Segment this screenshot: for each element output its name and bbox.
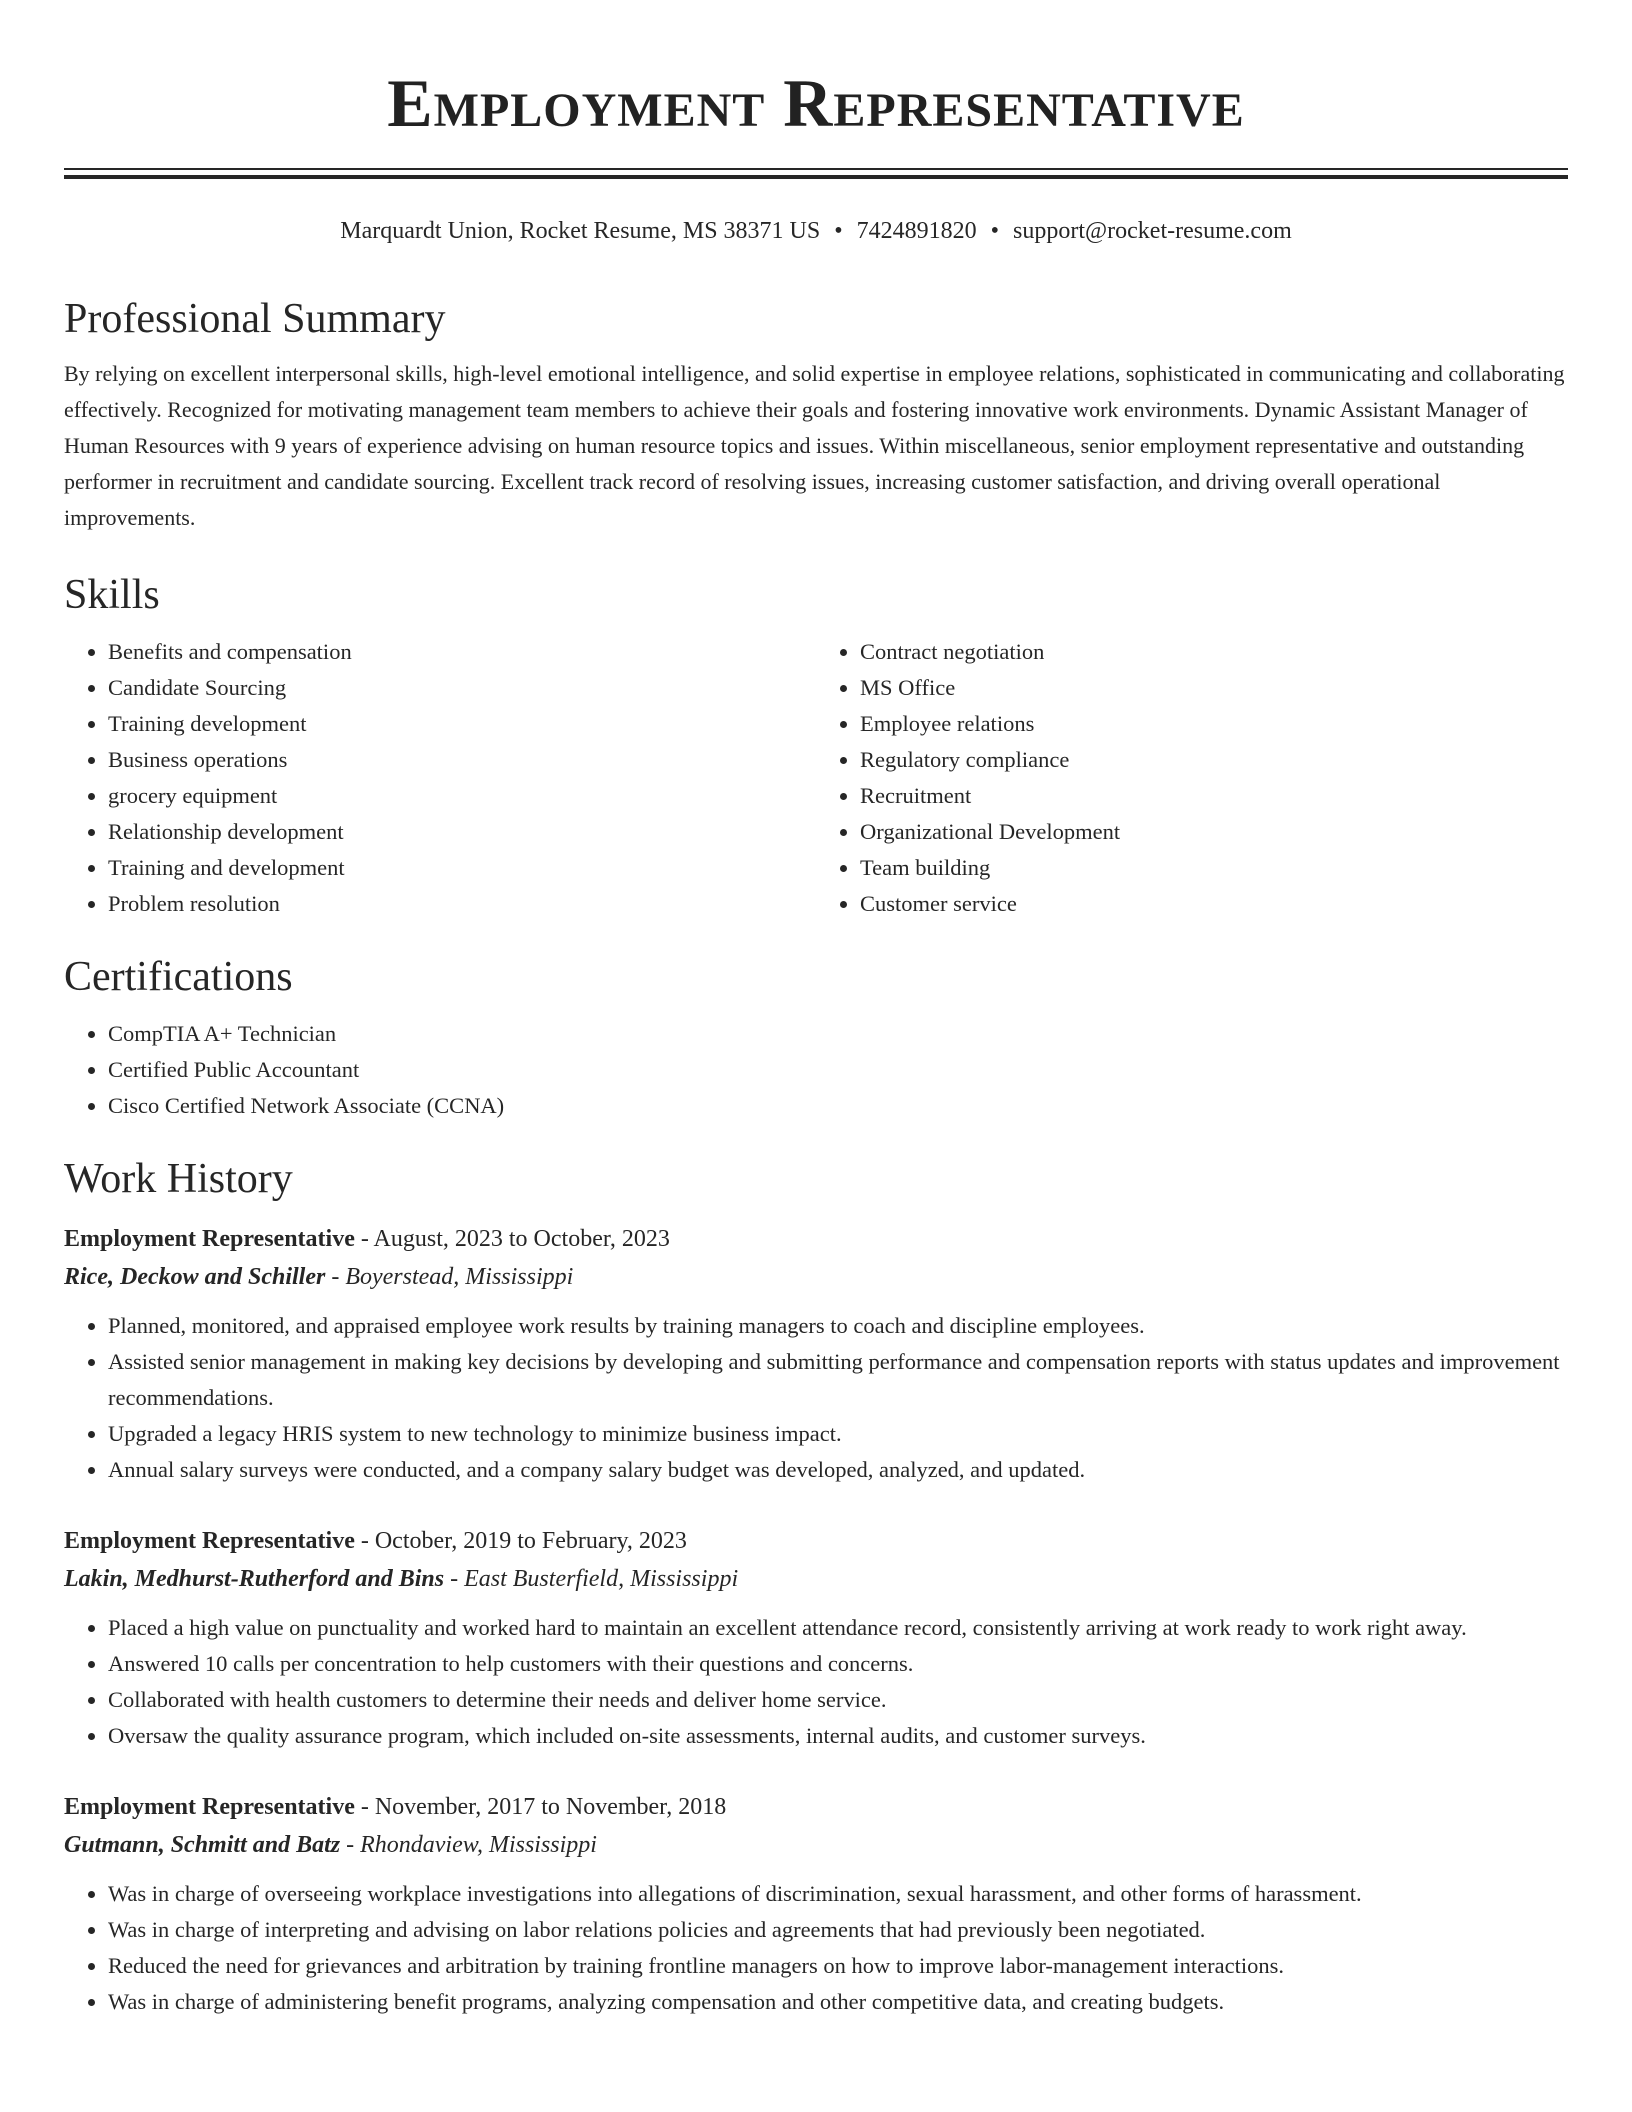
- job-title: Employment Representative: [64, 1226, 355, 1252]
- company-name: Lakin, Medhurst-Rutherford and Bins: [64, 1566, 445, 1592]
- skill-item: • Recruitment: [860, 778, 1568, 814]
- skills-list-left: [64, 634, 816, 922]
- contact-separator: •: [990, 218, 1000, 244]
- skills-section: [64, 566, 1568, 922]
- skill-item: • Benefits and compensation: [108, 634, 816, 670]
- company-location: - East Busterfield, Mississippi: [444, 1566, 739, 1592]
- skill-item: • Training and development: [108, 850, 816, 886]
- job-bullet: • Collaborated with health customers to determine their needs and deliver home service.: [108, 1682, 1568, 1718]
- contact-line: [0, 214, 1632, 248]
- job-bullet: • Was in charge of overseeing workplace investigations into allegations of discrimination, sexual harassment, and other forms of harassment.: [108, 1876, 1568, 1912]
- skill-item: • Organizational Development: [860, 814, 1568, 850]
- job-bullets: [64, 1610, 1568, 1754]
- certification-item: • Cisco Certified Network Associate (CCNA): [108, 1088, 1568, 1124]
- skill-item: • Training development: [108, 706, 816, 742]
- work-history-heading: Work History: [64, 1156, 293, 1202]
- skills-list-right: [816, 634, 1568, 922]
- job-entry: [64, 1522, 1568, 1754]
- job-bullet: • Upgraded a legacy HRIS system to new technology to minimize business impact.: [108, 1416, 1568, 1452]
- company-line: [64, 1258, 1568, 1296]
- work-history-section: [64, 1150, 1568, 2020]
- skill-item: • Problem resolution: [108, 886, 816, 922]
- job-title-line: [64, 1220, 1568, 1258]
- certifications-heading: Certifications: [64, 954, 293, 1000]
- contact-email: support@rocket-resume.com: [1013, 218, 1292, 244]
- skill-item: • grocery equipment: [108, 778, 816, 814]
- job-bullet: • Was in charge of interpreting and advising on labor relations policies and agreements that had previously been negotiated.: [108, 1912, 1568, 1948]
- job-bullet: • Planned, monitored, and appraised employee work results by training managers to coach and discipline employees.: [108, 1308, 1568, 1344]
- skill-item: • Candidate Sourcing: [108, 670, 816, 706]
- certification-item: • Certified Public Accountant: [108, 1052, 1568, 1088]
- skill-item: • Regulatory compliance: [860, 742, 1568, 778]
- skill-item: • Business operations: [108, 742, 816, 778]
- job-bullet: • Placed a high value on punctuality and worked hard to maintain an excellent attendance record, consistently arriving at work ready to work right away.: [108, 1610, 1568, 1646]
- skill-item: • Contract negotiation: [860, 634, 1568, 670]
- company-line: [64, 1826, 1568, 1864]
- job-title: Employment Representative: [64, 1794, 355, 1820]
- skill-item: • Employee relations: [860, 706, 1568, 742]
- summary-text: By relying on excellent interpersonal skills, high-level emotional intelligence, and solid expertise in employee relations, sophisticated in communicating and collaborating effectively. Recognized for motivating management team members to achieve their goals and fostering innovative work environments. Dynamic Assistant Manager of Human Resources with 9 years of experience advising on human resource topics and issues. Within miscellaneous, senior employment representative and outstanding performer in recruitment and candidate sourcing. Excellent track record of resolving issues, increasing customer satisfaction, and driving overall operational improvements.: [64, 361, 1565, 530]
- job-bullet: • Was in charge of administering benefit programs, analyzing compensation and other competitive data, and creating budgets.: [108, 1984, 1568, 2020]
- contact-separator: •: [834, 218, 843, 244]
- certifications-list: [64, 1016, 1568, 1124]
- certifications-section: [64, 948, 1568, 1124]
- skill-item: • Relationship development: [108, 814, 816, 850]
- job-bullet: • Assisted senior management in making key decisions by developing and submitting performance and compensation reports with status updates and improvement recommendations.: [108, 1344, 1568, 1416]
- job-entry: [64, 1788, 1568, 2020]
- skill-item: • MS Office: [860, 670, 1568, 706]
- job-bullet: • Oversaw the quality assurance program, which included on-site assessments, internal audits, and customer surveys.: [108, 1718, 1568, 1754]
- job-title-line: [64, 1522, 1568, 1560]
- job-bullet: • Reduced the need for grievances and arbitration by training frontline managers on how to improve labor-management interactions.: [108, 1948, 1568, 1984]
- resume-title: Employment Representative: [387, 65, 1245, 141]
- job-bullet: • Annual salary surveys were conducted, and a company salary budget was developed, analyzed, and updated.: [108, 1452, 1568, 1488]
- skill-item: • Team building: [860, 850, 1568, 886]
- skills-columns: [64, 634, 1568, 922]
- contact-address: Marquardt Union, Rocket Resume, MS 38371 US: [340, 218, 821, 244]
- company-location: - Rhondaview, Mississippi: [340, 1832, 597, 1858]
- summary-heading: Professional Summary: [64, 296, 446, 342]
- title-rule-thin: [64, 168, 1568, 170]
- job-entry: [64, 1220, 1568, 1488]
- skills-heading: Skills: [64, 572, 160, 618]
- summary-section: [64, 290, 1568, 536]
- job-bullets: [64, 1308, 1568, 1488]
- job-bullet: • Answered 10 calls per concentration to help customers with their questions and concerns.: [108, 1646, 1568, 1682]
- job-dates: - November, 2017 to November, 2018: [354, 1794, 727, 1820]
- certification-item: • CompTIA A+ Technician: [108, 1016, 1568, 1052]
- company-location: - Boyerstead, Mississippi: [325, 1264, 574, 1290]
- job-title-line: [64, 1788, 1568, 1826]
- resume-content: [64, 290, 1568, 2020]
- job-dates: - August, 2023 to October, 2023: [354, 1226, 670, 1252]
- company-line: [64, 1560, 1568, 1598]
- job-dates: - October, 2019 to February, 2023: [354, 1528, 687, 1554]
- contact-phone: 7424891820: [856, 218, 977, 244]
- job-title: Employment Representative: [64, 1528, 355, 1554]
- job-bullets: [64, 1876, 1568, 2020]
- company-name: Gutmann, Schmitt and Batz: [64, 1832, 341, 1858]
- company-name: Rice, Deckow and Schiller: [64, 1264, 326, 1290]
- title-rule-thick: [64, 175, 1568, 179]
- skill-item: • Customer service: [860, 886, 1568, 922]
